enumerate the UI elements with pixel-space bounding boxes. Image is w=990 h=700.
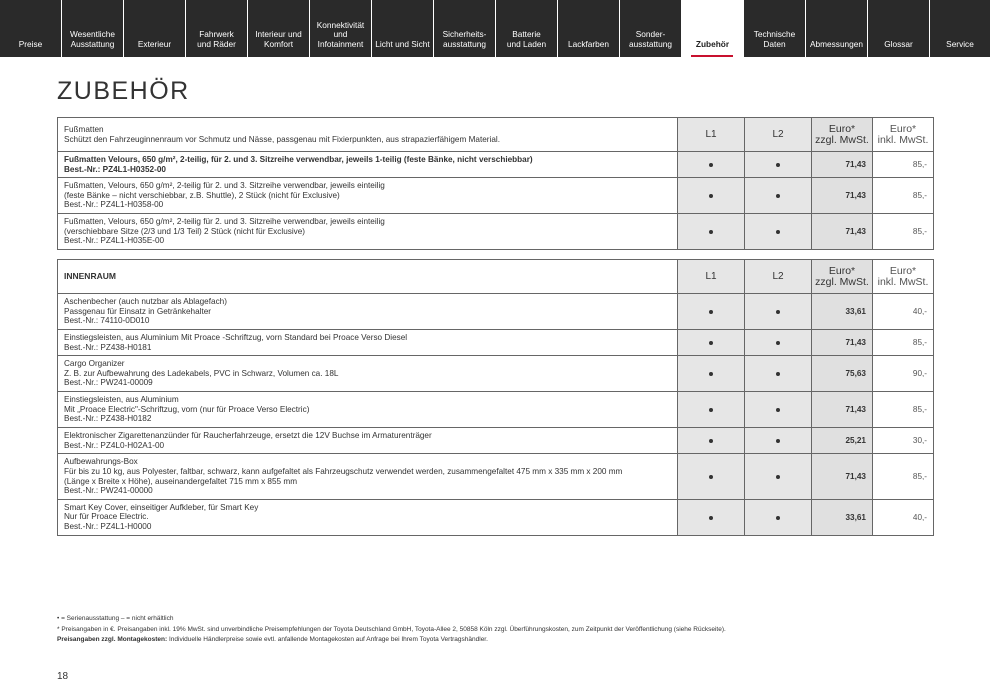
item-text-line: Cargo Organizer: [64, 359, 125, 369]
item-text-line: Smart Key Cover, einseitiger Aufkleber, für Smart Key: [64, 502, 259, 512]
item-text-line: Aschenbecher (auch nutzbar als Ablagefach): [64, 297, 227, 307]
price-gross: 85,-: [873, 214, 934, 250]
nav-tab-interieur-und-komfort[interactable]: Interieur und Komfort: [247, 0, 309, 57]
item-text-line: Best.-Nr.: PZ438-H0181: [64, 342, 152, 352]
nav-tab-lackfarben[interactable]: Lackfarben: [557, 0, 619, 57]
footnote-legend: • = Serienausstattung – = nicht erhältlich: [57, 615, 174, 622]
availability-l1: [678, 454, 745, 499]
item-text-line: Mit „Proace Electric"-Schriftzug, vorn (nur für Proace Verso Electric): [64, 404, 310, 414]
nav-tab-sonder-ausstattung[interactable]: Sonder- ausstattung: [619, 0, 681, 57]
nav-tab-fahrwerk-und-räder[interactable]: Fahrwerk und Räder: [185, 0, 247, 57]
header-price-gross: Euro* inkl. MwSt.: [873, 118, 934, 152]
item-text-line: Best.-Nr.: PZ4L1-H0000: [64, 521, 152, 531]
availability-l1: [678, 294, 745, 330]
item-text-line: Best.-Nr.: PZ4L0-H02A1-00: [64, 440, 165, 450]
table-row: [58, 294, 934, 330]
price-net: 71,43: [812, 178, 873, 214]
price-net: 33,61: [812, 499, 873, 535]
header-l1: L1: [678, 260, 745, 294]
price-net: 71,43: [812, 392, 873, 428]
table-row: [58, 392, 934, 428]
standard-dot-icon: [709, 475, 713, 479]
item-description: [58, 499, 678, 535]
availability-l1: [678, 152, 745, 178]
item-description: [58, 428, 678, 454]
standard-dot-icon: [709, 310, 713, 314]
standard-dot-icon: [776, 230, 780, 234]
item-text-line: (verschiebbare Sitze (2/3 und 1/3 Teil) 2 Stück (nicht für Exclusive): [64, 226, 306, 236]
standard-dot-icon: [776, 439, 780, 443]
nav-tab-technische-daten[interactable]: Technische Daten: [743, 0, 805, 57]
price-net: 71,43: [812, 330, 873, 356]
nav-tab-glossar[interactable]: Glossar: [867, 0, 929, 57]
item-text-line: Einstiegsleisten, aus Aluminium Mit Proace -Schriftzug, vorn Standard bei Proace Verso Diesel: [64, 333, 408, 342]
availability-l2: [745, 294, 812, 330]
table-row: [58, 178, 934, 214]
nav-tab-abmessungen[interactable]: Abmessungen: [805, 0, 867, 57]
active-tab-indicator: [691, 55, 733, 57]
standard-dot-icon: [709, 341, 713, 345]
price-gross: 90,-: [873, 356, 934, 392]
footnote-price-info: * Preisangaben in €. Preisangaben inkl. 19% MwSt. sind unverbindliche Preisempfehlungen der Toyota Deutschland GmbH, Toyota-Allee 2, 50858 Köln zzgl. Überführungskosten, zum Zeitpunkt der Veröffentlichung (siehe Rückseite).: [57, 625, 726, 633]
availability-l2: [745, 454, 812, 499]
availability-l1: [678, 392, 745, 428]
item-description: [58, 152, 678, 178]
standard-dot-icon: [776, 341, 780, 345]
nav-tab-sicherheits-ausstattung[interactable]: Sicherheits- ausstattung: [433, 0, 495, 57]
item-text-line: (Länge x Breite x Höhe), auseinandergefaltet 715 mm x 855 mm: [64, 476, 298, 486]
price-gross: 85,-: [873, 152, 934, 178]
group-title: Fußmatten: [64, 124, 104, 134]
item-text-line: Z. B. zur Aufbewahrung des Ladekabels, PVC in Schwarz, Volumen ca. 18L: [64, 368, 339, 378]
item-text-line: Fußmatten, Velours, 650 g/m², 2-teilig für 2. und 3. Sitzreihe verwendbar, jeweils einteilig: [64, 217, 385, 227]
item-description: [58, 356, 678, 392]
availability-l2: [745, 499, 812, 535]
item-text-line: Aufbewahrungs-Box: [64, 457, 138, 467]
item-text-line: Best.-Nr.: 74110-0D010: [64, 316, 150, 326]
item-text-line: Best.-Nr.: PZ4L1-H0352-00: [64, 164, 166, 174]
nav-tab-preise[interactable]: Preise: [18, 38, 43, 49]
item-text-line: (feste Bänke – nicht verschiebbar, z.B. Shuttle), 2 Stück (nicht für Exclusive): [64, 190, 340, 200]
price-gross: 40,-: [873, 294, 934, 330]
standard-dot-icon: [709, 230, 713, 234]
group-description: Schützt den Fahrzeuginnenraum vor Schmutz und Nässe, passgenau mit Fixierpunkten, aus strapazierfähigem Material.: [64, 134, 500, 144]
footnotes: [57, 614, 726, 646]
standard-dot-icon: [776, 194, 780, 198]
standard-dot-icon: [776, 408, 780, 412]
price-net: 33,61: [812, 294, 873, 330]
item-text-line: Best.-Nr.: PW241-00000: [64, 486, 153, 496]
header-price-net: Euro* zzgl. MwSt.: [812, 118, 873, 152]
item-description: [58, 330, 678, 356]
group-header: [58, 118, 678, 152]
header-price-gross: Euro* inkl. MwSt.: [873, 260, 934, 294]
page-number: 18: [57, 671, 69, 682]
availability-l2: [745, 428, 812, 454]
price-net: 71,43: [812, 454, 873, 499]
standard-dot-icon: [709, 372, 713, 376]
nav-tab-exterieur[interactable]: Exterieur: [123, 0, 185, 57]
fussmatten-table: [57, 117, 934, 250]
table-row: [58, 454, 934, 499]
price-gross: 85,-: [873, 392, 934, 428]
standard-dot-icon: [776, 310, 780, 314]
standard-dot-icon: [776, 516, 780, 520]
item-text-line: Für bis zu 10 kg, aus Polyester, faltbar, schwarz, kann aufgefaltet als Fahrzeugschutz verwendet werden, zusammengefaltet 475 mm x 335 mm x 200 mm: [64, 466, 623, 476]
availability-l1: [678, 499, 745, 535]
price-net: 75,63: [812, 356, 873, 392]
item-description: [58, 454, 678, 499]
item-text-line: Passgenau für Einsatz in Getränkehalter: [64, 306, 212, 316]
item-text-line: Einstiegsleisten, aus Aluminium: [64, 395, 179, 405]
availability-l1: [678, 330, 745, 356]
price-gross: 30,-: [873, 428, 934, 454]
price-net: 71,43: [812, 214, 873, 250]
price-net: 71,43: [812, 152, 873, 178]
availability-l2: [745, 392, 812, 428]
item-text-line: Best.-Nr.: PW241-00009: [64, 378, 153, 388]
item-text-line: Nur für Proace Electric.: [64, 512, 149, 522]
item-description: [58, 392, 678, 428]
table-header-row: [58, 260, 934, 294]
standard-dot-icon: [776, 475, 780, 479]
item-text-line: Best.-Nr.: PZ438-H0182: [64, 414, 152, 424]
standard-dot-icon: [709, 163, 713, 167]
price-gross: 85,-: [873, 178, 934, 214]
header-price-net: Euro* zzgl. MwSt.: [812, 260, 873, 294]
table-header-row: [58, 118, 934, 152]
item-description: [58, 294, 678, 330]
availability-l1: [678, 428, 745, 454]
header-l1: L1: [678, 118, 745, 152]
nav-tab-service[interactable]: Service: [929, 0, 990, 57]
availability-l2: [745, 214, 812, 250]
table-row: [58, 499, 934, 535]
nav-tab-zubehör[interactable]: Zubehör: [681, 0, 743, 57]
item-text-line: Fußmatten, Velours, 650 g/m², 2-teilig für 2. und 3. Sitzreihe verwendbar, jeweils einteilig: [64, 181, 385, 191]
standard-dot-icon: [776, 372, 780, 376]
availability-l2: [745, 330, 812, 356]
nav-tab-wesentliche-ausstattung[interactable]: Wesentliche Ausstattung: [61, 0, 123, 57]
footnote-installation: Preisangaben zzgl. Montagekosten: Individuelle Händlerpreise sowie evtl. anfallende Montagekosten auf Anfrage bei Ihrem Toyota Vertragshändler.: [57, 636, 488, 643]
standard-dot-icon: [709, 194, 713, 198]
item-text-line: Fußmatten Velours, 650 g/m², 2-teilig, für 2. und 3. Sitzreihe verwendbar, jeweils 1-teilig (feste Bänke, nicht verschiebbar): [64, 155, 533, 164]
section-label: INNENRAUM: [64, 270, 116, 281]
item-text-line: Best.-Nr.: PZ4L1-H035E-00: [64, 236, 165, 246]
nav-tab-batterie-und-laden[interactable]: Batterie und Laden: [495, 0, 557, 57]
nav-tab-licht-und-sicht[interactable]: Licht und Sicht: [371, 0, 433, 57]
price-gross: 85,-: [873, 330, 934, 356]
table-row: [58, 330, 934, 356]
availability-l1: [678, 214, 745, 250]
section-header: [58, 260, 678, 294]
standard-dot-icon: [776, 163, 780, 167]
availability-l2: [745, 178, 812, 214]
availability-l1: [678, 356, 745, 392]
top-navigation: [0, 0, 990, 57]
availability-l1: [678, 178, 745, 214]
standard-dot-icon: [709, 516, 713, 520]
item-description: [58, 214, 678, 250]
standard-dot-icon: [709, 439, 713, 443]
table-row: [58, 428, 934, 454]
price-gross: 40,-: [873, 499, 934, 535]
page-title: ZUBEHÖR: [57, 77, 190, 105]
table-row: [58, 214, 934, 250]
header-l2: L2: [745, 118, 812, 152]
availability-l2: [745, 356, 812, 392]
header-l2: L2: [745, 260, 812, 294]
availability-l2: [745, 152, 812, 178]
price-gross: 85,-: [873, 454, 934, 499]
nav-tab-konnektivität-und-infotainment[interactable]: Konnektivität und Infotainment: [309, 0, 371, 57]
standard-dot-icon: [709, 408, 713, 412]
table-row: [58, 356, 934, 392]
table-row: [58, 152, 934, 178]
innenraum-table: [57, 259, 934, 536]
item-description: [58, 178, 678, 214]
item-text-line: Elektronischer Zigarettenanzünder für Raucherfahrzeuge, ersetzt die 12V Buchse im Armaturenträger: [64, 431, 432, 441]
item-text-line: Best.-Nr.: PZ4L1-H0358-00: [64, 200, 164, 210]
price-net: 25,21: [812, 428, 873, 454]
